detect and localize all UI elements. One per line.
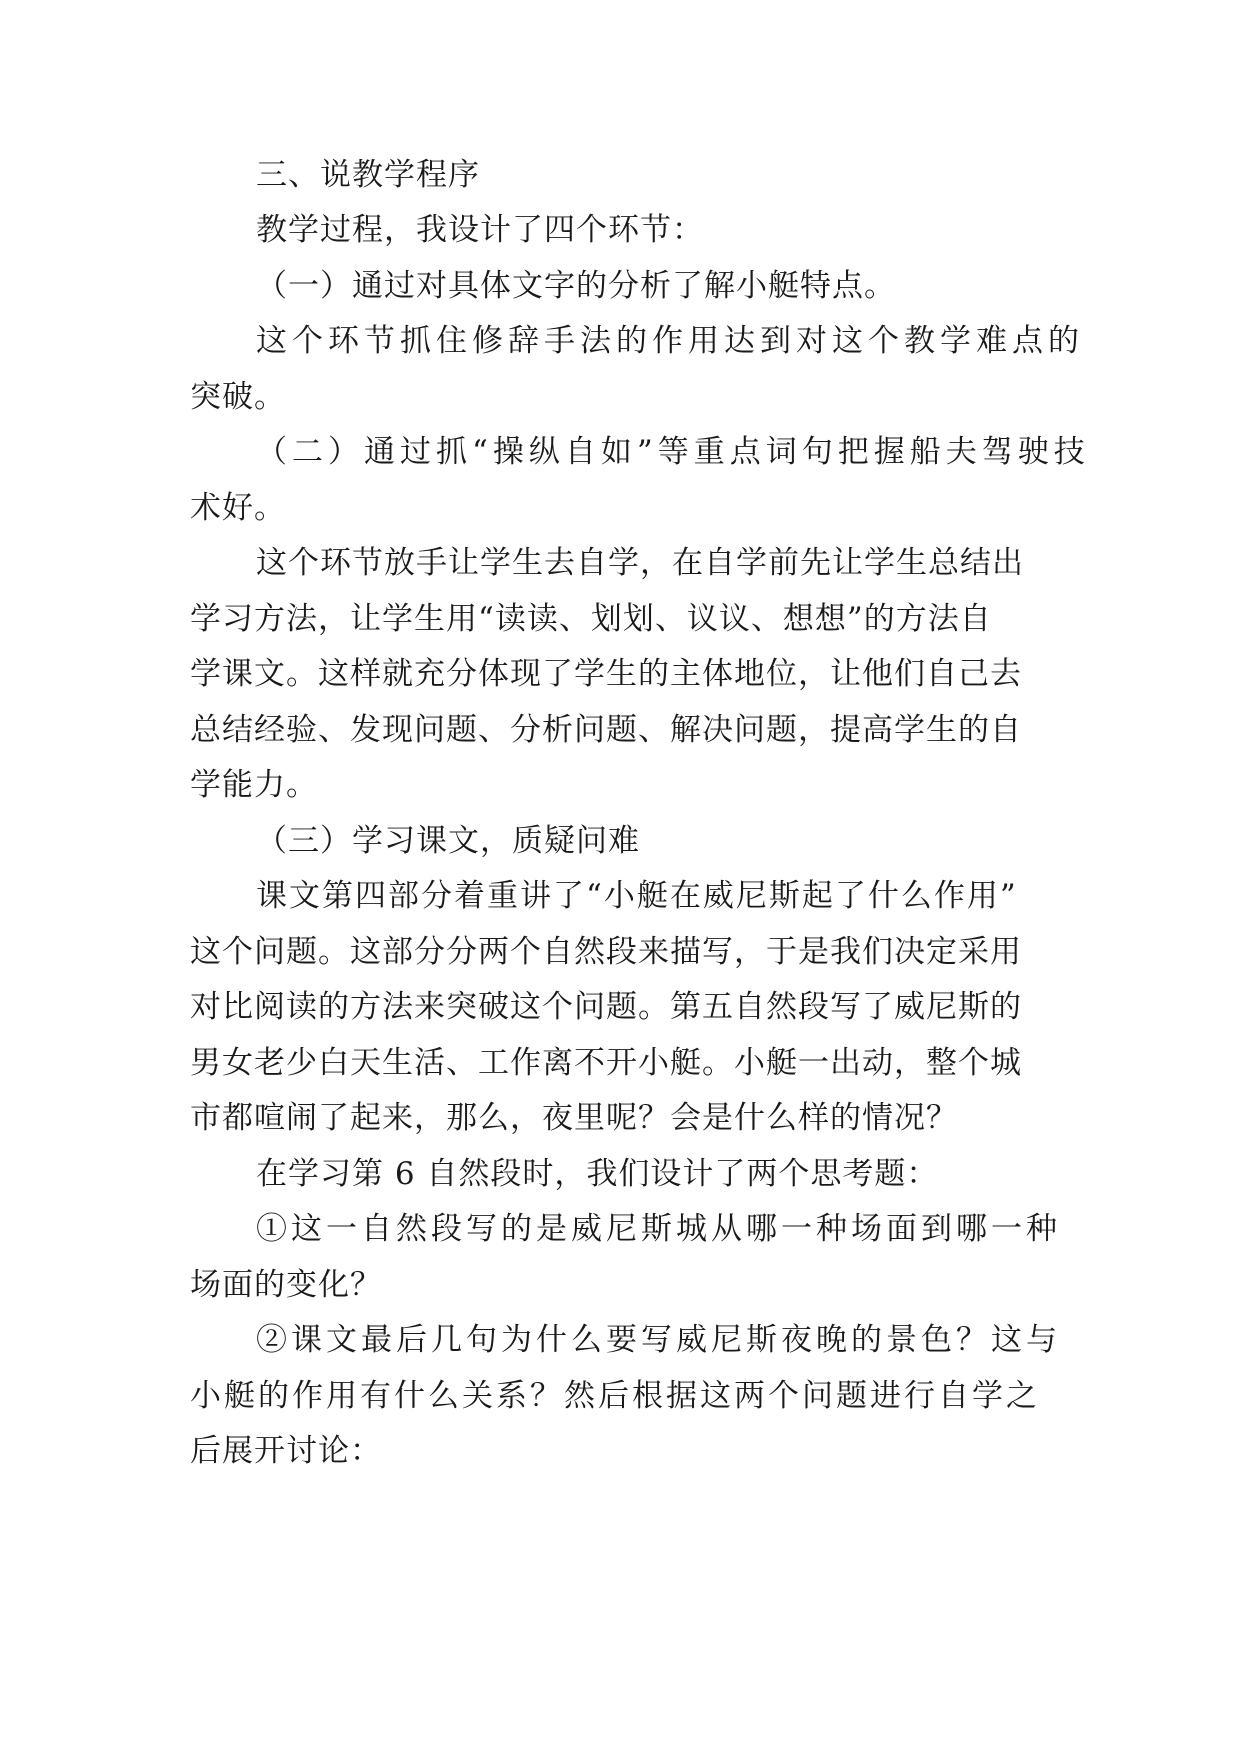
subsection-heading: （三）学习课文，质疑问难 xyxy=(256,823,640,859)
paragraph-line: 突破。 xyxy=(190,379,286,415)
list-item: ②课文最后几句为什么要写威尼斯夜晚的景色？这与 xyxy=(256,1322,1061,1358)
list-item: ①这一自然段写的是威尼斯城从哪一种场面到哪一种 xyxy=(256,1211,1061,1247)
paragraph-line: 教学过程，我设计了四个环节： xyxy=(256,212,704,248)
paragraph-line: 学能力。 xyxy=(190,767,318,803)
paragraph-line: 市都喧闹了起来，那么，夜里呢？会是什么样的情况？ xyxy=(190,1100,958,1136)
section-heading: 三、说教学程序 xyxy=(256,157,480,193)
paragraph-line: 这个环节抓住修辞手法的作用达到对这个教学难点的 xyxy=(256,323,1084,359)
paragraph-line: 学课文。这样就充分体现了学生的主体地位，让他们自己去 xyxy=(190,656,1022,692)
list-item-continuation: 场面的变化？ xyxy=(190,1267,382,1303)
paragraph-line: 男女老少白天生活、工作离不开小艇。小艇一出动，整个城 xyxy=(190,1045,1022,1081)
subsection-heading: （一）通过对具体文字的分析了解小艇特点。 xyxy=(256,268,896,304)
paragraph-line: 总结经验、发现问题、分析问题、解决问题，提高学生的自 xyxy=(190,712,1022,748)
paragraph-line: 在学习第 6 自然段时，我们设计了两个思考题： xyxy=(256,1156,939,1192)
paragraph-line: 这个问题。这部分分两个自然段来描写，于是我们决定采用 xyxy=(190,934,1022,970)
paragraph-line: 术好。 xyxy=(190,490,286,526)
list-item-continuation: 小艇的作用有什么关系？然后根据这两个问题进行自学之 xyxy=(190,1378,1040,1414)
list-item-continuation: 后展开讨论： xyxy=(190,1433,382,1469)
paragraph-line: 学习方法，让学生用“读读、划划、议议、想想”的方法自 xyxy=(190,601,992,637)
paragraph-line: 这个环节放手让学生去自学，在自学前先让学生总结出 xyxy=(256,545,1024,581)
paragraph-line: 课文第四部分着重讲了“小艇在威尼斯起了什么作用” xyxy=(256,878,1018,914)
subsection-heading: （二）通过抓“操纵自如”等重点词句把握船夫驾驶技 xyxy=(256,434,1090,470)
paragraph-line: 对比阅读的方法来突破这个问题。第五自然段写了威尼斯的 xyxy=(190,989,1022,1025)
